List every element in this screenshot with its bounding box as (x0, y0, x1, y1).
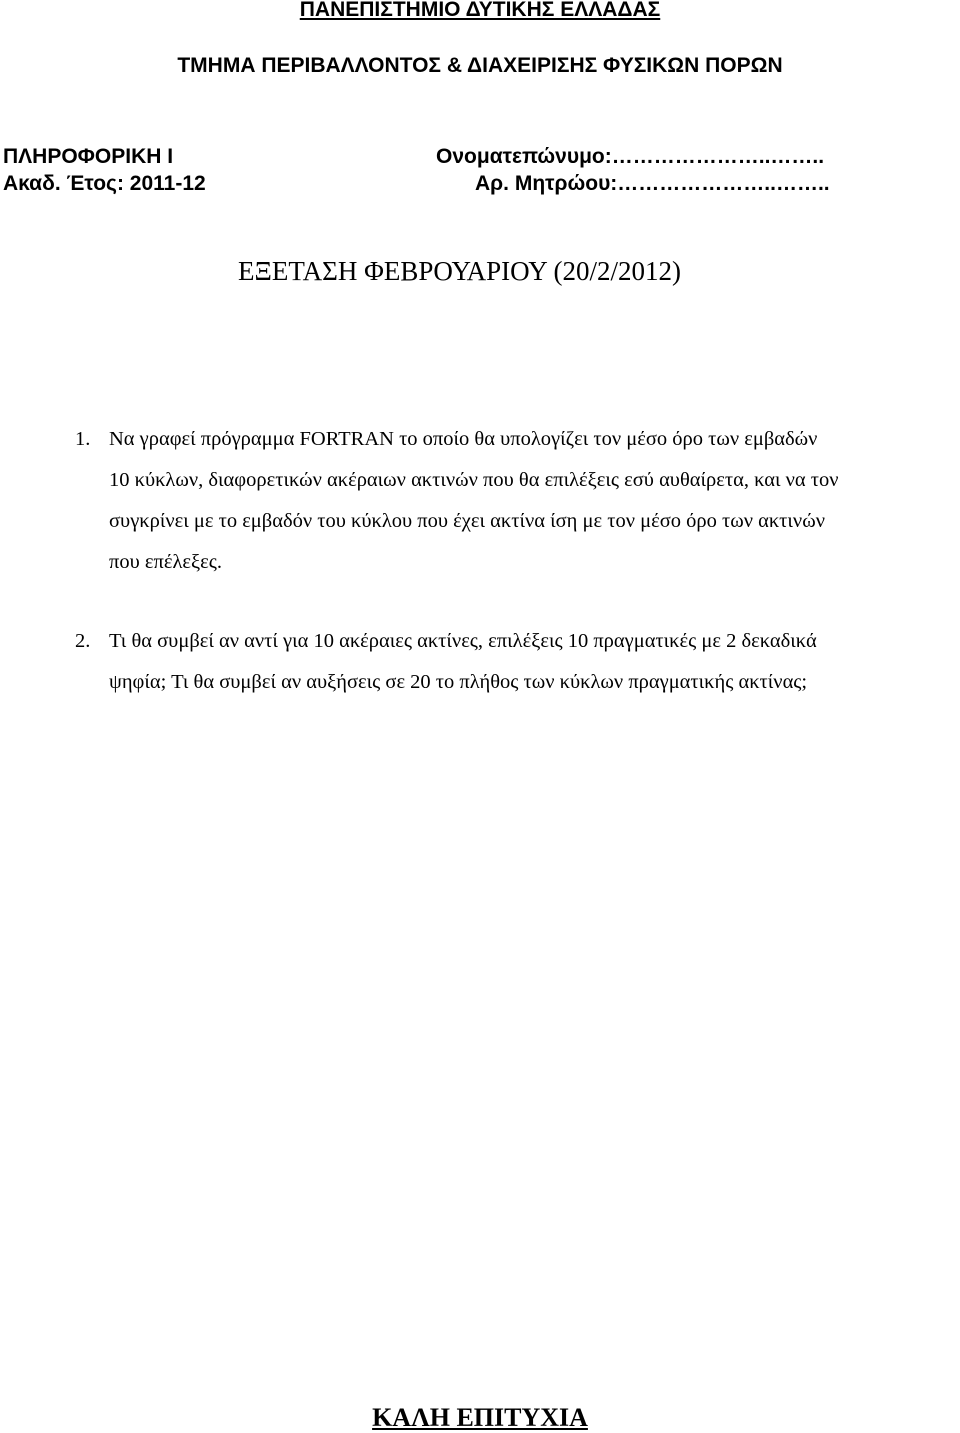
question-text-line: συγκρίνει με το εμβαδόν του κύκλου που έχει ακτίνα ίση με τον μέσο όρο των ακτινών (109, 510, 825, 532)
university-name: ΠΑΝΕΠΙΣΤΗΜΙΟ ΔΥΤΙΚΗΣ ΕΛΛΑΔΑΣ (299, 0, 661, 21)
department-name: ΤΜΗΜΑ ΠΕΡΙΒΑΛΛΟΝΤΟΣ & ΔΙΑΧΕΙΡΙΣΗΣ ΦΥΣΙΚΩΝ ΠΟΡΩΝ (177, 54, 783, 77)
exam-title: ΕΞΕΤΑΣΗ ΦΕΒΡΟΥΑΡΙΟΥ (20/2/2012) (238, 256, 682, 286)
academic-year: Ακαδ. Έτος: 2011-12 (3, 172, 206, 195)
question-text-line: Τι θα συμβεί αν αντί για 10 ακέραιες ακτίνες, επιλέξεις 10 πραγματικές με 2 δεκαδικά (109, 630, 817, 652)
question-number: 1. (75, 428, 91, 450)
question-number: 2. (75, 630, 91, 652)
course-name: ΠΛΗΡΟΦΟΡΙΚΗ Ι (3, 145, 174, 168)
registration-number-field: Αρ. Μητρώου:…………………..…….. (475, 172, 830, 195)
question-text-line: Να γραφεί πρόγραμμα FORTRAN το οποίο θα υπολογίζει τον μέσο όρο των εμβαδών (109, 428, 818, 450)
closing-good-luck: ΚΑΛΗ ΕΠΙΤΥΧΙΑ (372, 1403, 588, 1432)
question-text-line: που επέλεξες. (109, 551, 222, 573)
student-name-field: Ονοματεπώνυμο:…………………..…….. (436, 145, 825, 168)
question-text-line: 10 κύκλων, διαφορετικών ακέραιων ακτινών που θα επιλέξεις εσύ αυθαίρετα, και να τον (109, 469, 839, 491)
question-text-line: ψηφία; Τι θα συμβεί αν αυξήσεις σε 20 το πλήθος των κύκλων πραγματικής ακτίνας; (109, 671, 808, 693)
